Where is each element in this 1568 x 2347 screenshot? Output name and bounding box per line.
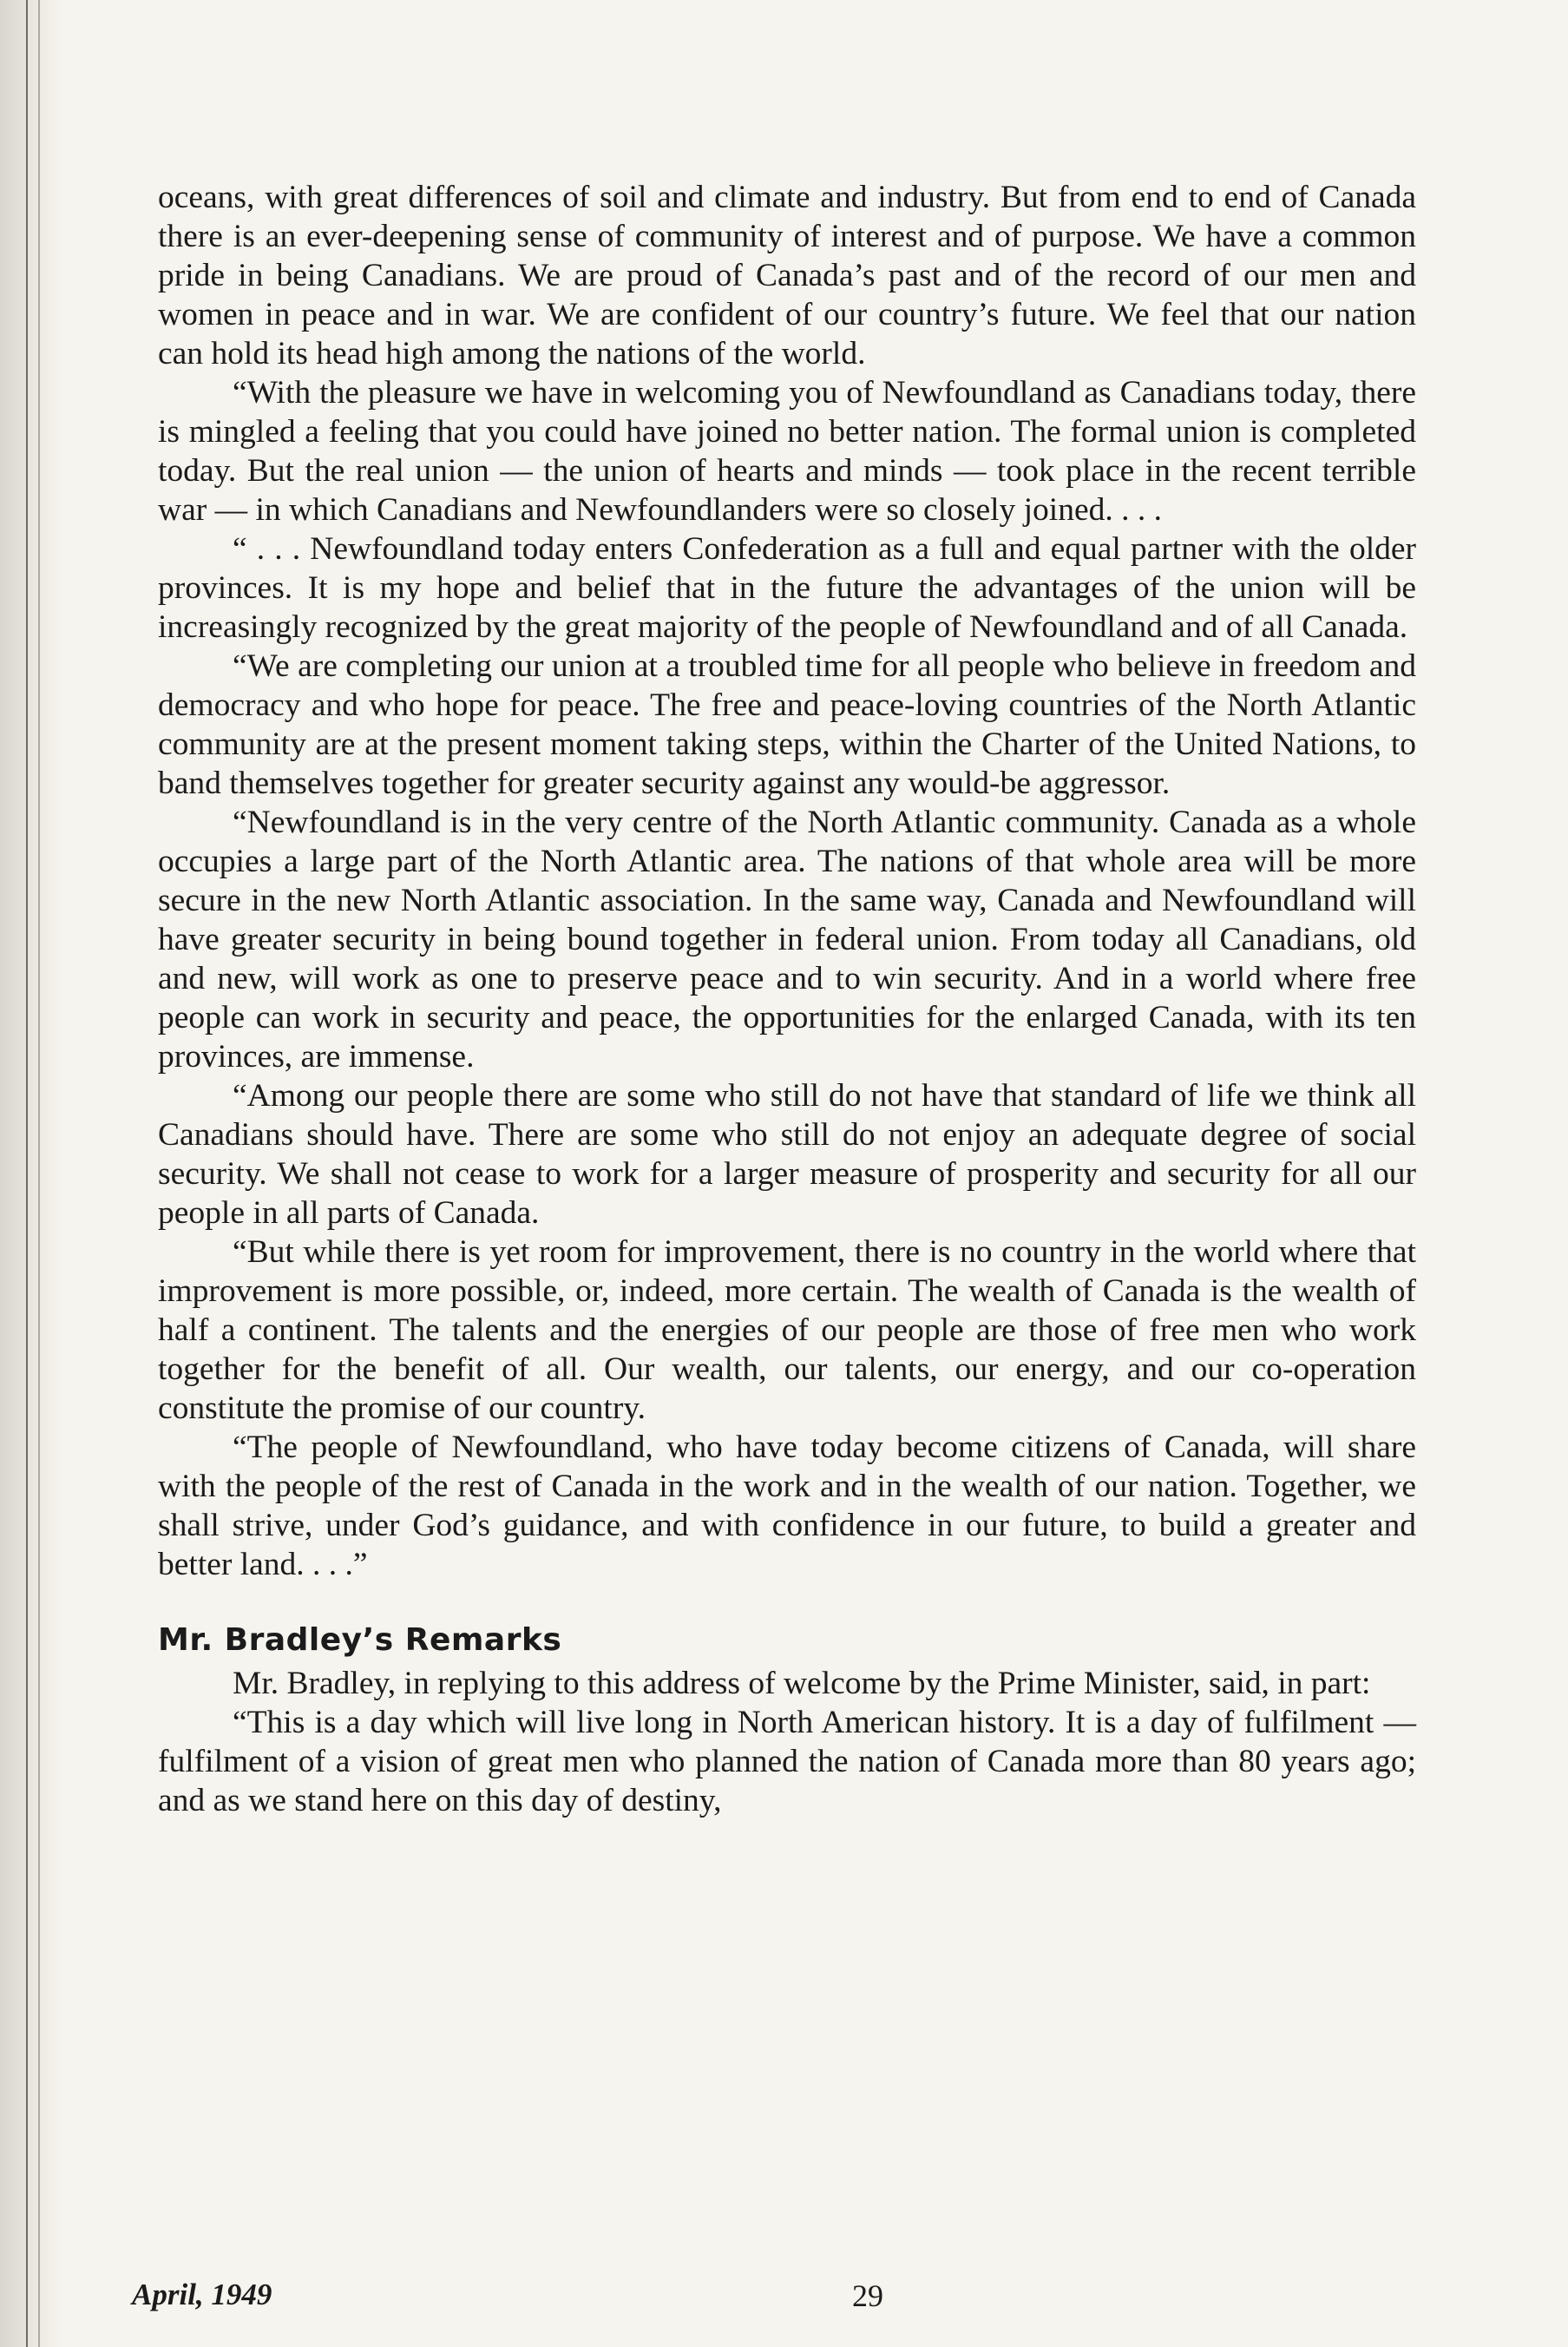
- paragraph: “But while there is yet room for improvement, there is no country in the world where that improvement is more possible, or, indeed, more certain. The wealth of Canada is the wealth of half a continent. The talents and the energies of our people are those of free men who work together for the benefit of all. Our wealth, our talents, our energy, and our co-operation constitute the promise of our country.: [158, 1234, 1416, 1426]
- binding-line: [26, 0, 28, 2347]
- paragraph: “With the pleasure we have in welcoming you of Newfoundland as Canadians today, there is mingled a feeling that you could have joined no better nation. The formal union is completed today. But the real union — the union of hearts and minds — took place in the recent terrible war — in which Canadians and Newfoundlanders were so closely joined. . . .: [158, 375, 1416, 528]
- issue-date: April, 1949: [132, 2278, 272, 2311]
- binding-line: [38, 0, 40, 2347]
- paragraph: “The people of Newfoundland, who have today become citizens of Canada, will share with the people of the rest of Canada in the work and in the wealth of our nation. Together, we shall strive, under God’s guidance, and with confidence in our future, to build a greater and better land. . . .”: [158, 1430, 1416, 1582]
- paragraph: “ . . . Newfoundland today enters Confederation as a full and equal partner with the older provinces. It is my hope and belief that in the future the advantages of the union will be increasingly recognized by the great majority of the people of Newfoundland and of all Canada.: [158, 531, 1416, 645]
- paragraph: “We are completing our union at a troubled time for all people who believe in freedom and democracy and who hope for peace. The free and peace-loving countries of the North Atlantic community are at the present moment taking steps, within the Charter of the United Nations, to band themselves together for greater security against any would-be aggressor.: [158, 648, 1416, 801]
- paragraph: “This is a day which will live long in North American history. It is a day of fulfilment — fulfilment of a vision of great men who planned the nation of Canada more than 80 years ago; and as we stand here on this day of destiny,: [158, 1705, 1416, 1818]
- paragraph: “Newfoundland is in the very centre of the North Atlantic community. Canada as a whole occupies a large part of the North Atlantic area. The nations of that whole area will be more secure in the new North Atlantic association. In the same way, Canada and Newfoundland will have greater security in being bound together in federal union. From today all Canadians, old and new, will work as one to preserve peace and to win security. And in a world where free people can work in security and peace, the opportunities for the enlarged Canada, with its ten provinces, are immense.: [158, 805, 1416, 1075]
- section-heading: Mr. Bradley’s Remarks: [158, 1622, 562, 1658]
- paragraph: “Among our people there are some who still do not have that standard of life we think all Canadians should have. There are some who still do not enjoy an adequate degree of social security. We shall not cease to work for a larger measure of prosperity and security for all our people in all parts of Canada.: [158, 1078, 1416, 1231]
- page-number: 29: [852, 2278, 883, 2313]
- page-binding-edge: [0, 0, 61, 2347]
- page-content: [158, 178, 1416, 1820]
- paragraph: Mr. Bradley, in replying to this address of welcome by the Prime Minister, said, in part:: [233, 1666, 1371, 1701]
- paragraph-continuation: oceans, with great differences of soil and climate and industry. But from end to end of Canada there is an ever-deepening sense of community of interest and of purpose. We have a common pride in being Canadians. We are proud of Canada’s past and of the record of our men and women in peace and in war. We are confident of our country’s future. We feel that our nation can hold its head high among the nations of the world.: [158, 180, 1416, 371]
- page-footer: [132, 2278, 1520, 2321]
